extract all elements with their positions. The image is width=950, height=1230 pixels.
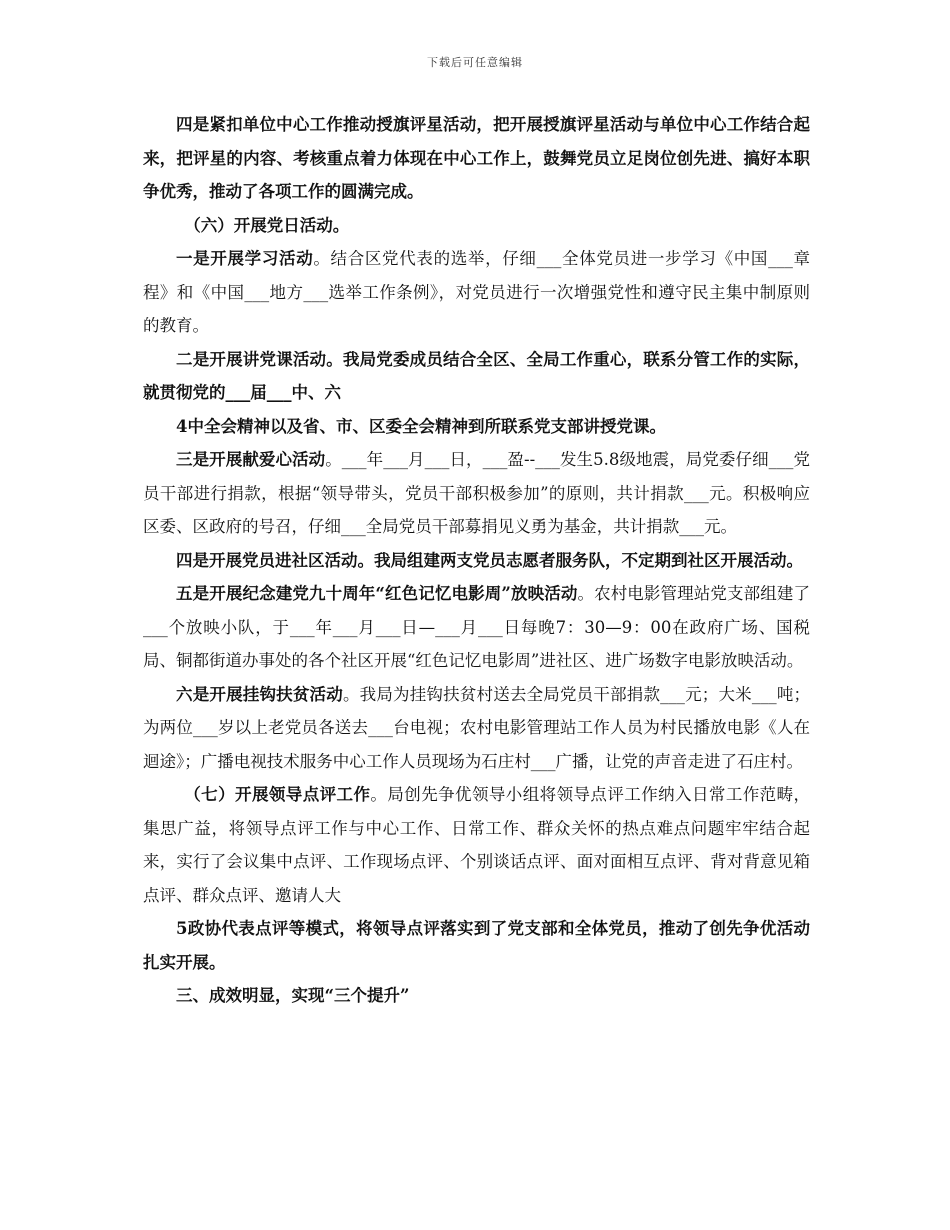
- paragraph-bold: 二是开展讲党课活动。我局党委成员结合全区、全局工作重心，联系分管工作的实际，就贯彻党的___届___中、六: [143, 349, 810, 402]
- paragraph-bold: 三是开展献爱心活动: [176, 450, 326, 469]
- paragraph-review-cont: [143, 912, 810, 979]
- paragraph-bold: 一是开展学习活动: [176, 249, 314, 268]
- paragraph-4-is: [143, 108, 810, 209]
- paragraph-bold: 5政协代表点评等模式，将领导点评落实到了党支部和全体党员，推动了创先争优活动扎实开展。: [143, 919, 810, 972]
- paragraph-study: [143, 242, 810, 343]
- paragraph-text: 。农村电影管理站党支部组建了___个放映小队，于___年___月___日—___月___日每晚7：30—9：00在政府广场、国税局、铜都街道办事处的各个社区开展“红色记忆电影周”进社区、进广场数字电影放映活动。: [143, 584, 810, 670]
- page-header: 下载后可任意编辑: [427, 56, 523, 69]
- paragraph-text: 。___年___月___日，___盈--___发生5.8级地震，局党委仔细___党员干部进行捐款，根据“领导带头，党员干部积极参加”的原则，共计捐款___元。积极响应区委、区政府的号召，仔细___全局党员干部募捐见义勇为基金，共计捐款___元。: [143, 450, 810, 536]
- paragraph-lecture-cont: [143, 410, 810, 444]
- paragraph-bold: 4中全会精神以及省、市、区委全会精神到所联系党支部讲授党课。: [176, 416, 666, 436]
- section-heading-6: [143, 209, 810, 243]
- section-heading-3: [143, 979, 810, 1013]
- section-heading-7: [143, 778, 810, 912]
- paragraph-bold: （七）开展领导点评工作: [184, 785, 371, 804]
- paragraph-film-week: [143, 577, 810, 678]
- paragraph-bold: 六是开展挂钩扶贫活动: [176, 684, 343, 704]
- paragraph-text: 。结合区党代表的选举，仔细___全体党员进一步学习《中国___章程》和《中国___地方___选举工作条例》，对党员进行一次增强党性和遵守民主集中制原则的教育。: [143, 249, 811, 335]
- paragraph-bold: 三、成效明显，实现“三个提升”: [176, 986, 410, 1005]
- paragraph-text: 。局创先争优领导小组将领导点评工作纳入日常工作范畴，集思广益，将领导点评工作与中心工作、日常工作、群众关怀的热点难点问题牢牢结合起来，实行了会议集中点评、工作现场点评、个别谈话点评、面对面相互点评、背对背意见箱点评、群众点评、邀请人大: [143, 785, 811, 905]
- document-body: [143, 108, 810, 1013]
- paragraph-donation: [143, 443, 810, 544]
- paragraph-bold: 四是紧扣单位中心工作推动授旗评星活动，把开展授旗评星活动与单位中心工作结合起来，把评星的内容、考核重点着力体现在中心工作上，鼓舞党员立足岗位创先进、搞好本职争优秀，推动了各项工作的圆满完成。: [143, 115, 810, 201]
- paragraph-bold: 五是开展纪念建党九十周年“红色记忆电影周”放映活动: [176, 584, 578, 603]
- paragraph-bold: 四是开展党员进社区活动。我局组建两支党员志愿者服务队，不定期到社区开展活动。: [176, 550, 803, 570]
- paragraph-lecture: [143, 343, 810, 410]
- paragraph-bold: （六）开展党日活动。: [184, 215, 350, 235]
- paragraph-text: 。我局为挂钩扶贫村送去全局党员干部捐款___元；大米___吨；为两位___岁以上老党员各送去___台电视；农村电影管理站工作人员为村民播放电影《人在迴途》；广播电视技术服务中心工作人员现场为石庄村___广播，让党的声音走进了石庄村。: [143, 684, 811, 771]
- paragraph-community: [143, 544, 810, 578]
- paragraph-poverty-aid: [143, 678, 810, 779]
